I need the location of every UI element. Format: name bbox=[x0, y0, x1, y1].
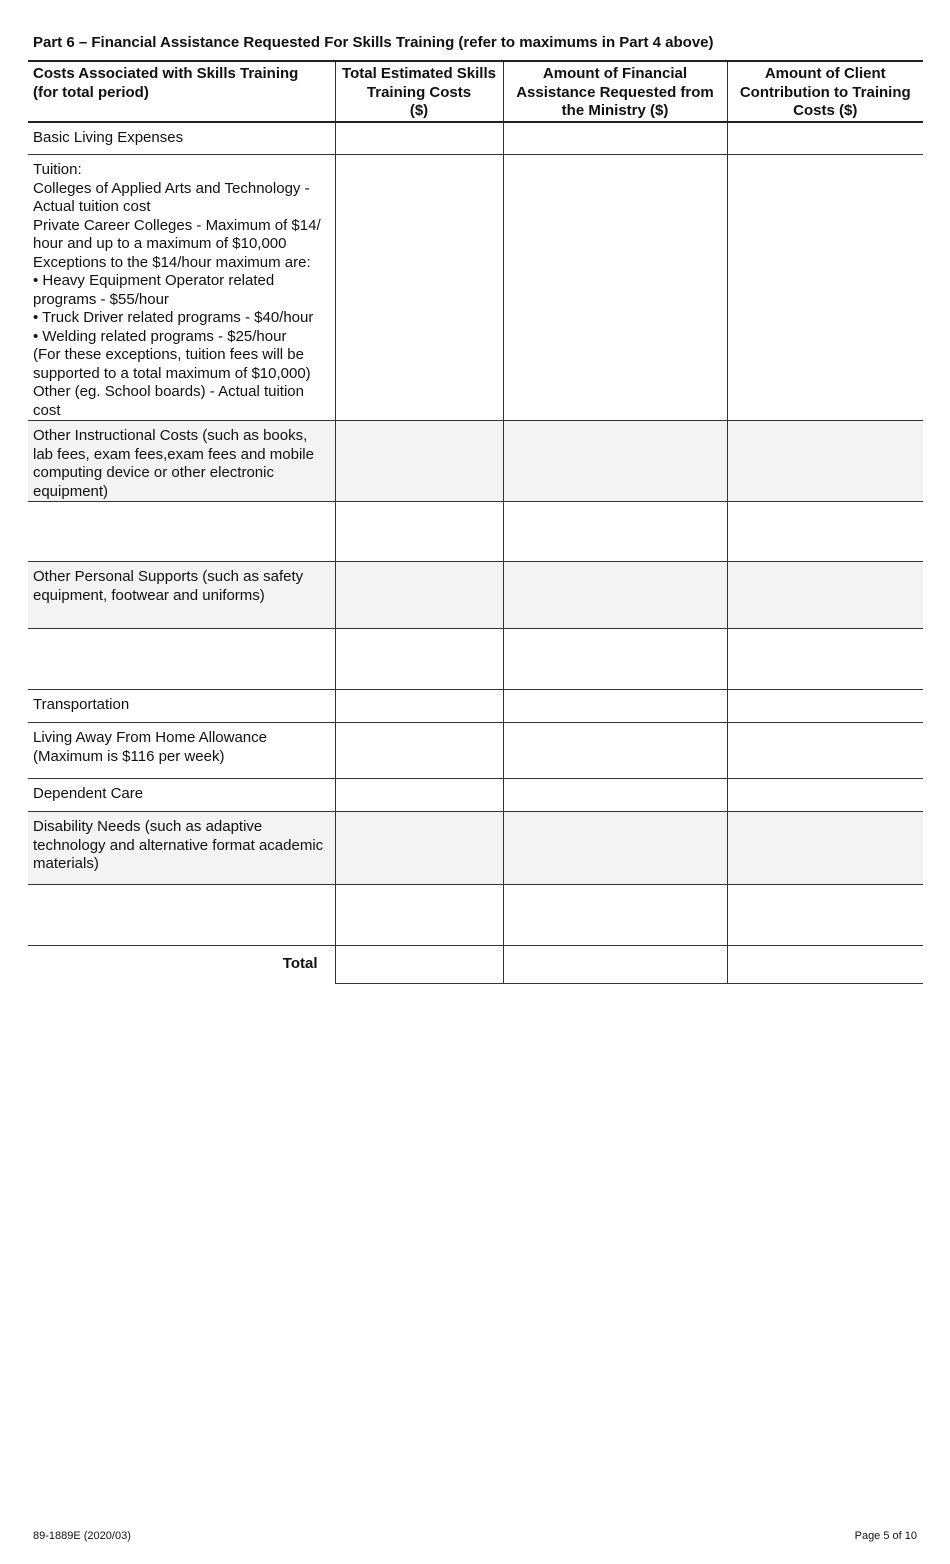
tuition-total-input[interactable] bbox=[336, 155, 503, 172]
header-line: Assistance Requested from bbox=[516, 83, 714, 101]
tuition-client-input[interactable] bbox=[728, 155, 924, 172]
header-line: Amount of Financial bbox=[542, 65, 688, 82]
row-label-other-personal bbox=[28, 562, 335, 629]
label-line: Actual tuition cost bbox=[33, 198, 151, 215]
header-line: Contribution to Training bbox=[739, 83, 911, 101]
row-dependent-care bbox=[28, 779, 923, 812]
row-transportation bbox=[28, 690, 923, 723]
basic-living-total-input[interactable] bbox=[336, 123, 503, 140]
dependent-care-ministry-input[interactable] bbox=[504, 779, 727, 796]
label-line: technology and alternative format academic bbox=[33, 836, 324, 854]
transportation-client-input[interactable] bbox=[728, 690, 924, 707]
label-line: • Truck Driver related programs - $40/hour bbox=[33, 309, 314, 326]
row-other-instructional-extra bbox=[28, 502, 923, 562]
row-label-living-away bbox=[28, 723, 335, 779]
other-personal-extra-ministry-input[interactable] bbox=[504, 629, 727, 646]
other-instructional-client-input[interactable] bbox=[728, 421, 924, 438]
header-client-contribution bbox=[727, 61, 923, 122]
label-line: cost bbox=[33, 401, 61, 419]
other-personal-extra-total-input[interactable] bbox=[336, 629, 503, 646]
disability-ministry-input[interactable] bbox=[504, 812, 727, 829]
label-line: (Maximum is $116 per week) bbox=[33, 747, 225, 765]
label-line: equipment, footwear and uniforms) bbox=[33, 586, 265, 604]
other-personal-ministry-input[interactable] bbox=[504, 562, 727, 579]
row-other-personal bbox=[28, 562, 923, 629]
row-living-away bbox=[28, 723, 923, 779]
disability-extra-total-input[interactable] bbox=[336, 885, 503, 902]
label-line: Disability Needs (such as adaptive bbox=[33, 818, 263, 835]
header-line: the Ministry ($) bbox=[561, 102, 669, 119]
label-line: • Welding related programs - $25/hour bbox=[33, 327, 287, 345]
basic-living-client-input[interactable] bbox=[728, 123, 924, 140]
other-instructional-description-input[interactable] bbox=[33, 508, 335, 560]
header-ministry-amount bbox=[503, 61, 727, 122]
table-header-row bbox=[28, 61, 923, 122]
label-line: lab fees, exam fees,exam fees and mobile bbox=[33, 445, 314, 463]
row-total bbox=[28, 946, 923, 984]
header-line: Total Estimated Skills bbox=[342, 65, 496, 82]
part-title: Part 6 – Financial Assistance Requested For Skills Training (refer to maximums in Part 4 above) bbox=[33, 34, 714, 51]
label-line: Other (eg. School boards) - Actual tuition bbox=[33, 383, 304, 400]
label-line: Other Instructional Costs (such as books, bbox=[33, 427, 308, 444]
label-line: equipment) bbox=[33, 482, 109, 500]
living-away-total-input[interactable] bbox=[336, 723, 503, 740]
disability-extra-ministry-input[interactable] bbox=[504, 885, 727, 902]
page-number: Page 5 of 10 bbox=[854, 1530, 917, 1542]
row-tuition bbox=[28, 155, 923, 421]
header-line: Training Costs bbox=[366, 83, 472, 101]
row-label-other-instructional bbox=[28, 421, 335, 502]
label-line: (For these exceptions, tuition fees will be bbox=[33, 346, 304, 363]
header-costs bbox=[28, 61, 335, 122]
label-line: Dependent Care bbox=[33, 785, 144, 802]
total-label: Total bbox=[282, 955, 318, 972]
label-line: materials) bbox=[33, 855, 99, 872]
row-label-transportation bbox=[28, 690, 335, 723]
label-line: Living Away From Home Allowance bbox=[33, 729, 267, 746]
row-basic-living bbox=[28, 122, 923, 155]
other-personal-description-input[interactable] bbox=[33, 635, 335, 687]
label-line: programs - $55/hour bbox=[33, 290, 169, 308]
label-line: • Heavy Equipment Operator related bbox=[33, 272, 275, 289]
disability-description-input[interactable] bbox=[33, 891, 335, 943]
label-line: Other Personal Supports (such as safety bbox=[33, 568, 304, 585]
row-other-personal-extra bbox=[28, 629, 923, 690]
other-personal-total-input[interactable] bbox=[336, 562, 503, 579]
other-personal-client-input[interactable] bbox=[728, 562, 924, 579]
label-line: hour and up to a maximum of $10,000 bbox=[33, 235, 287, 252]
row-label-disability bbox=[28, 812, 335, 885]
header-line: Amount of Client bbox=[764, 65, 886, 82]
row-label-basic-living bbox=[28, 122, 335, 155]
label-line: Private Career Colleges - Maximum of $14/ bbox=[33, 216, 321, 234]
label-line: Transportation bbox=[33, 696, 130, 713]
header-line: Costs Associated with Skills Training bbox=[33, 65, 299, 82]
tuition-ministry-input[interactable] bbox=[504, 155, 727, 172]
disability-client-input[interactable] bbox=[728, 812, 924, 829]
header-line: (for total period) bbox=[33, 83, 149, 101]
total-client-input[interactable] bbox=[728, 946, 924, 963]
other-personal-extra-client-input[interactable] bbox=[728, 629, 924, 646]
disability-extra-client-input[interactable] bbox=[728, 885, 924, 902]
basic-living-ministry-input[interactable] bbox=[504, 123, 727, 140]
living-away-client-input[interactable] bbox=[728, 723, 924, 740]
label-line: Exceptions to the $14/hour maximum are: bbox=[33, 253, 311, 271]
label-line: Tuition: bbox=[33, 161, 82, 178]
disability-total-input[interactable] bbox=[336, 812, 503, 829]
dependent-care-client-input[interactable] bbox=[728, 779, 924, 796]
row-disability-extra bbox=[28, 885, 923, 946]
label-line: computing device or other electronic bbox=[33, 464, 274, 481]
total-estimated-total-input[interactable] bbox=[336, 946, 503, 963]
living-away-ministry-input[interactable] bbox=[504, 723, 727, 740]
row-disability bbox=[28, 812, 923, 885]
other-instructional-extra-client-input[interactable] bbox=[728, 502, 924, 519]
other-instructional-extra-total-input[interactable] bbox=[336, 502, 503, 519]
label-line: Basic Living Expenses bbox=[33, 128, 184, 146]
label-line: Colleges of Applied Arts and Technology - bbox=[33, 179, 310, 197]
header-line: ($) bbox=[409, 102, 429, 119]
total-ministry-input[interactable] bbox=[504, 946, 727, 963]
dependent-care-total-input[interactable] bbox=[336, 779, 503, 796]
other-instructional-extra-ministry-input[interactable] bbox=[504, 502, 727, 519]
row-other-instructional bbox=[28, 421, 923, 502]
header-line: Costs ($) bbox=[793, 102, 858, 119]
form-number: 89-1889E (2020/03) bbox=[33, 1530, 131, 1542]
transportation-ministry-input[interactable] bbox=[504, 690, 727, 707]
header-total-estimated bbox=[335, 61, 503, 122]
transportation-total-input[interactable] bbox=[336, 690, 503, 707]
row-label-tuition bbox=[28, 155, 335, 421]
other-instructional-total-input[interactable] bbox=[336, 421, 503, 438]
other-instructional-ministry-input[interactable] bbox=[504, 421, 727, 438]
label-line: supported to a total maximum of $10,000) bbox=[33, 364, 311, 382]
row-label-dependent-care bbox=[28, 779, 335, 812]
financial-assistance-table bbox=[28, 60, 923, 984]
